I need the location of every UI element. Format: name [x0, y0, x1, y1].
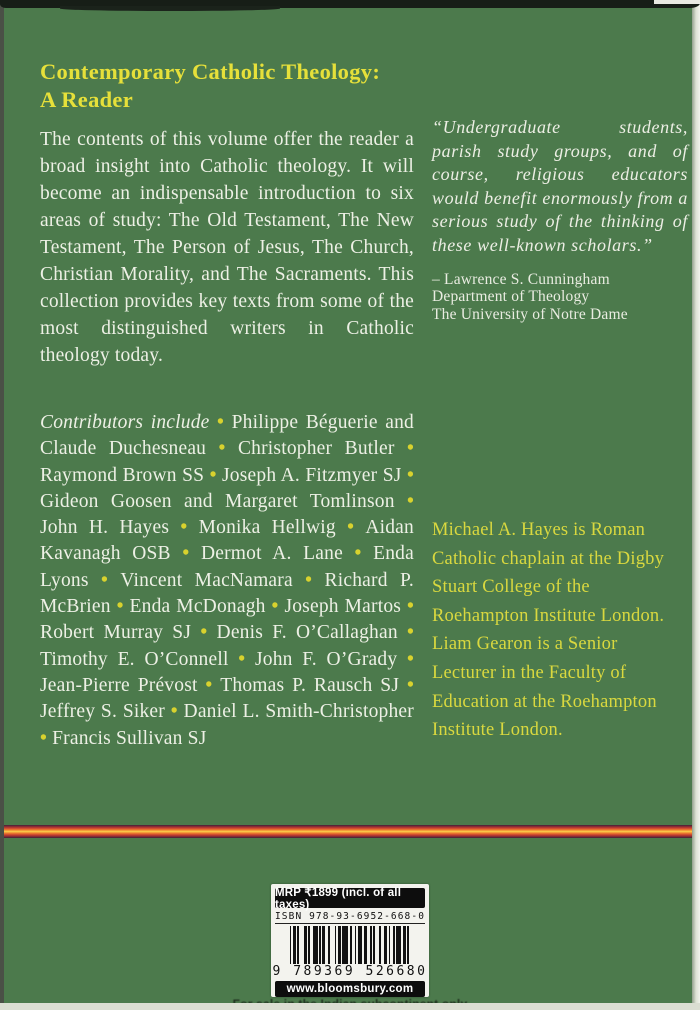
scan-edge-top-wave	[60, 6, 280, 11]
author-bio: Michael A. Hayes is Roman Catholic chaplain at the Digby Stuart College of the Roehampton Institute London. Liam Gearon is a Senior Lecturer in the Faculty of Education at the Roehampton Institute London.	[432, 520, 665, 741]
contributor-name: Joseph Martos	[284, 596, 402, 618]
bullet-icon: •	[394, 490, 415, 512]
contributor-name: Thomas P. Rausch SJ	[220, 674, 400, 696]
bullet-icon: •	[401, 464, 414, 486]
contributor-name: Raymond Brown SS	[40, 464, 205, 486]
quote-attribution	[432, 271, 688, 324]
book-title-line2: A Reader	[40, 87, 134, 112]
contributor-name: John H. Hayes	[40, 517, 170, 539]
bullet-icon: •	[197, 674, 221, 696]
decorative-stripe	[0, 825, 700, 838]
isbn-text: ISBN 978-93-6952-668-0	[274, 911, 426, 922]
contributors-text	[40, 410, 414, 752]
bullet-icon: •	[191, 622, 217, 644]
bullet-icon: •	[397, 622, 415, 644]
contributor-name: Denis F. O’Callaghan	[216, 622, 398, 644]
bullet-icon: •	[204, 464, 222, 486]
website-bar: www.bloomsbury.com	[275, 981, 425, 997]
contributor-name: Robert Murray SJ	[40, 622, 192, 644]
bullet-icon: •	[209, 412, 232, 433]
bullet-icon: •	[206, 438, 238, 460]
contributor-name: Daniel L. Smith-Christopher	[183, 701, 414, 723]
contributor-name: Vincent MacNamara	[120, 569, 293, 591]
bullet-icon: •	[170, 543, 201, 565]
page-edge-right	[692, 0, 700, 1010]
barcode-digits: 9 789369 526680	[272, 963, 428, 979]
contributor-name: Joseph A. Fitzmyer SJ	[222, 464, 402, 486]
contributor-name: John F. O’Grady	[254, 648, 398, 670]
bullet-icon: •	[401, 596, 414, 618]
scan-edge-bottom	[0, 1003, 700, 1010]
contributor-name: Richard P. McBrien	[40, 569, 414, 618]
review-quote: “Undergraduate students, parish study groups, and of course, religious educators would benefit enormously from a serious study of the thinking of these well-known scholars.”	[432, 117, 688, 255]
contributors-lead: Contributors include	[40, 412, 210, 433]
bullet-icon: •	[164, 701, 184, 723]
bullet-icon: •	[397, 648, 414, 670]
bullet-icon: •	[292, 569, 325, 591]
bullet-icon: •	[169, 517, 199, 539]
price-bar: MRP ₹1899 (incl. of all taxes)	[275, 888, 425, 908]
contributor-name: Francis Sullivan SJ	[52, 727, 207, 749]
bullet-icon: •	[110, 596, 130, 618]
contributor-name: Monika Hellwig	[198, 517, 336, 539]
bullet-icon: •	[40, 727, 53, 749]
book-title	[40, 58, 414, 114]
contributor-name: Enda McDonagh	[129, 596, 266, 618]
bullet-icon: •	[265, 596, 285, 618]
bullet-icon: •	[342, 543, 374, 565]
quote-attribution-line: The University of Notre Dame	[432, 305, 628, 323]
contributor-name: Christopher Butler	[237, 438, 395, 460]
description-text: The contents of this volume offer the reader a broad insight into Catholic theology. It will become an indispensable introduction to six areas of study: The Old Testament, The New Testament, The Person of Jesus, The Church, Christian Morality, and The Sacraments. This collection provides key texts from some of the most distinguished writers in Catholic theology today.	[40, 129, 414, 366]
contributor-name: Jean-Pierre Prévost	[40, 674, 198, 696]
barcode-panel	[271, 884, 429, 997]
book-title-line1: Contemporary Catholic Theology:	[40, 59, 381, 84]
quote-attribution-line: Department of Theology	[432, 288, 590, 306]
contributor-name: Aidan Kavanagh OSB	[40, 517, 414, 565]
right-column	[432, 116, 688, 323]
barcode-gap	[409, 926, 411, 964]
barcode	[280, 926, 420, 964]
contributor-name: Timothy E. O’Connell	[40, 648, 229, 670]
bullet-icon: •	[228, 648, 255, 670]
bullet-icon: •	[394, 438, 414, 460]
scan-edge-left	[0, 0, 4, 1010]
contributor-name: Enda Lyons	[40, 543, 414, 591]
bullet-icon: •	[399, 674, 414, 696]
quote-attribution-line: – Lawrence S. Cunningham	[432, 270, 610, 288]
contributor-name: Dermot A. Lane	[200, 543, 343, 565]
scan-edge-top-sliver	[654, 0, 700, 4]
bullet-icon: •	[88, 569, 121, 591]
bullet-icon: •	[335, 517, 366, 539]
left-column	[40, 58, 414, 369]
contributor-name: Gideon Goosen and Margaret Tomlinson	[40, 490, 395, 512]
contributor-name: Philippe Béguerie and Claude Duchesneau	[40, 412, 414, 460]
contributor-name: Jeffrey S. Siker	[40, 701, 165, 723]
